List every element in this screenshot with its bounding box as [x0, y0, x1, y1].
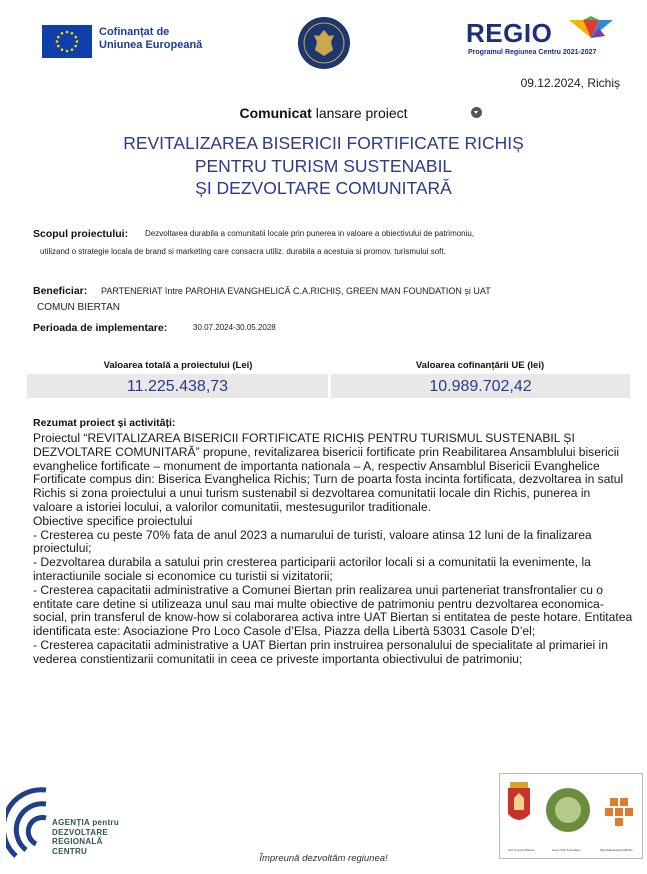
scope-text-line2: utilizand o strategie locala de brand si marketing care consacra utiliz. durabila a acestuia si promov. turismului soft. — [40, 247, 446, 256]
ue-value-label: Valoarea cofinanțării UE (lei) — [415, 360, 545, 371]
regio-logo-text: REGIO — [466, 18, 553, 48]
dropdown-circle-icon[interactable] — [471, 107, 482, 118]
partner-label-parohia: ParohiaEvanghelicaRichis — [600, 848, 633, 852]
regio-mark-icon — [569, 16, 613, 44]
perioada-label: Perioada de implementare: — [33, 322, 168, 334]
partner-label-greenman: Green Man Foundation — [552, 848, 581, 852]
rezumat-paragraph: - Dezvoltarea durabila a satului prin cresterea participarii actorilor locali si a comunitatii la evenimente, la interactiunile sociale si economice cu turistii si vizitatorii; — [33, 555, 591, 583]
ue-value-number: 10.989.702,42 — [429, 378, 532, 395]
footer-motto: Împreună dezvoltăm regiunea! — [259, 853, 388, 864]
eu-cofinantat-text: Cofinanțat de Uniunea Europeană — [99, 26, 203, 51]
partner-logos — [499, 773, 643, 859]
regio-program-text: Programul Regiunea Centru 2021-2027 — [468, 49, 597, 56]
rezumat-paragraph: - Cresterea capacitatii administrative a Comunei Biertan prin realizarea unui parteneriat transfrontalier cu o entitate care detine si utilizeaza unul sau mai multe obiective de patrimoniu pentru dezvoltarea economica-social, prin transferul de know-how si colaborarea activa intre UAT Biertan si entitatea de peste hotare. Entitatea identificata este: Asociazione Pro Loco Casole d’Elsa, Piazza della Libertà 53031 Casole D’el; — [33, 582, 633, 639]
partner-logos-icon — [500, 774, 642, 858]
total-value-number: 11.225.438,73 — [126, 378, 229, 395]
total-value-box — [27, 374, 328, 398]
government-seal-icon — [297, 16, 351, 70]
total-value-label: Valoarea totală a proiectului (Lei) — [103, 360, 253, 371]
partner-label-biertan: UAT Comuna Biertan — [508, 848, 535, 852]
perioada-value: 30.07.2024-30.05.2028 — [193, 323, 276, 332]
rezumat-paragraph: - Cresterea cu peste 70% fata de anul 2023 a numarului de turisti, valoare atinsa 12 luni de la finalizarea proiectului; — [33, 527, 592, 556]
eu-flag-icon — [42, 25, 92, 58]
ue-value-box — [331, 374, 630, 398]
rezumat-paragraph: Obiective specifice proiectului — [33, 513, 193, 528]
comunicat-heading: Comunicat lansare proiect — [239, 105, 408, 121]
rezumat-label: Rezumat proiect și activități: — [33, 417, 176, 429]
rezumat-paragraph: Proiectul “REVITALIZAREA BISERICII FORTIFICATE RICHIȘ PENTRU TURISMUL SUSTENABIL ȘI DEZVOLTARE COMUNITARĂ” propune, revitalizarea bisericii fortificate prin Reabilitarea Ansamblului bisericii evanghelice fortificate – monument de importanta nationala – A, respectiv Ansamblul Bisericii Evanghelice Fortificate compus din: Biserica Evanghelica Richis; Turn de poarta fosta incinta fortificata, dezvoltarea in satul Richis si zona proiectului a unui turism sustenabil si dezvoltarea comunitatii locale din Richis, punerea in valoare a istoriei locului, a valorilor comunitatii, mestesugurilor traditionale. — [33, 431, 624, 514]
project-title: REVITALIZAREA BISERICII FORTIFICATE RICHIȘ PENTRU TURISM SUSTENABIL ȘI DEZVOLTARE COMUNITARĂ — [123, 133, 524, 198]
date-place: 09.12.2024, Richiș — [520, 76, 620, 90]
beneficiar-text-line1: PARTENERIAT între PAROHIA EVANGHELICĂ C.A.RICHIȘ, GREEN MAN FOUNDATION și UAT — [101, 286, 491, 296]
scope-label: Scopul proiectului: — [33, 228, 129, 240]
rezumat-paragraph: - Cresterea capacitatii administrative a UAT Biertan prin instruirea personalului de specialitate al primariei in vederea constientizarii comunitatii in ceea ce priveste importanta obiectivului de patrimoniu; — [33, 637, 608, 666]
rezumat-body — [33, 432, 633, 667]
beneficiar-label: Beneficiar: — [33, 285, 88, 297]
scope-text-line1: Dezvoltarea durabila a comunitatii locale prin punerea in valoare a obiectivului de patrimoniu, — [145, 229, 475, 238]
beneficiar-text-line2: COMUN BIERTAN — [37, 302, 120, 313]
adr-text: AGENȚIA pentru DEZVOLTARE REGIONALĂ CENTRU — [52, 818, 120, 856]
